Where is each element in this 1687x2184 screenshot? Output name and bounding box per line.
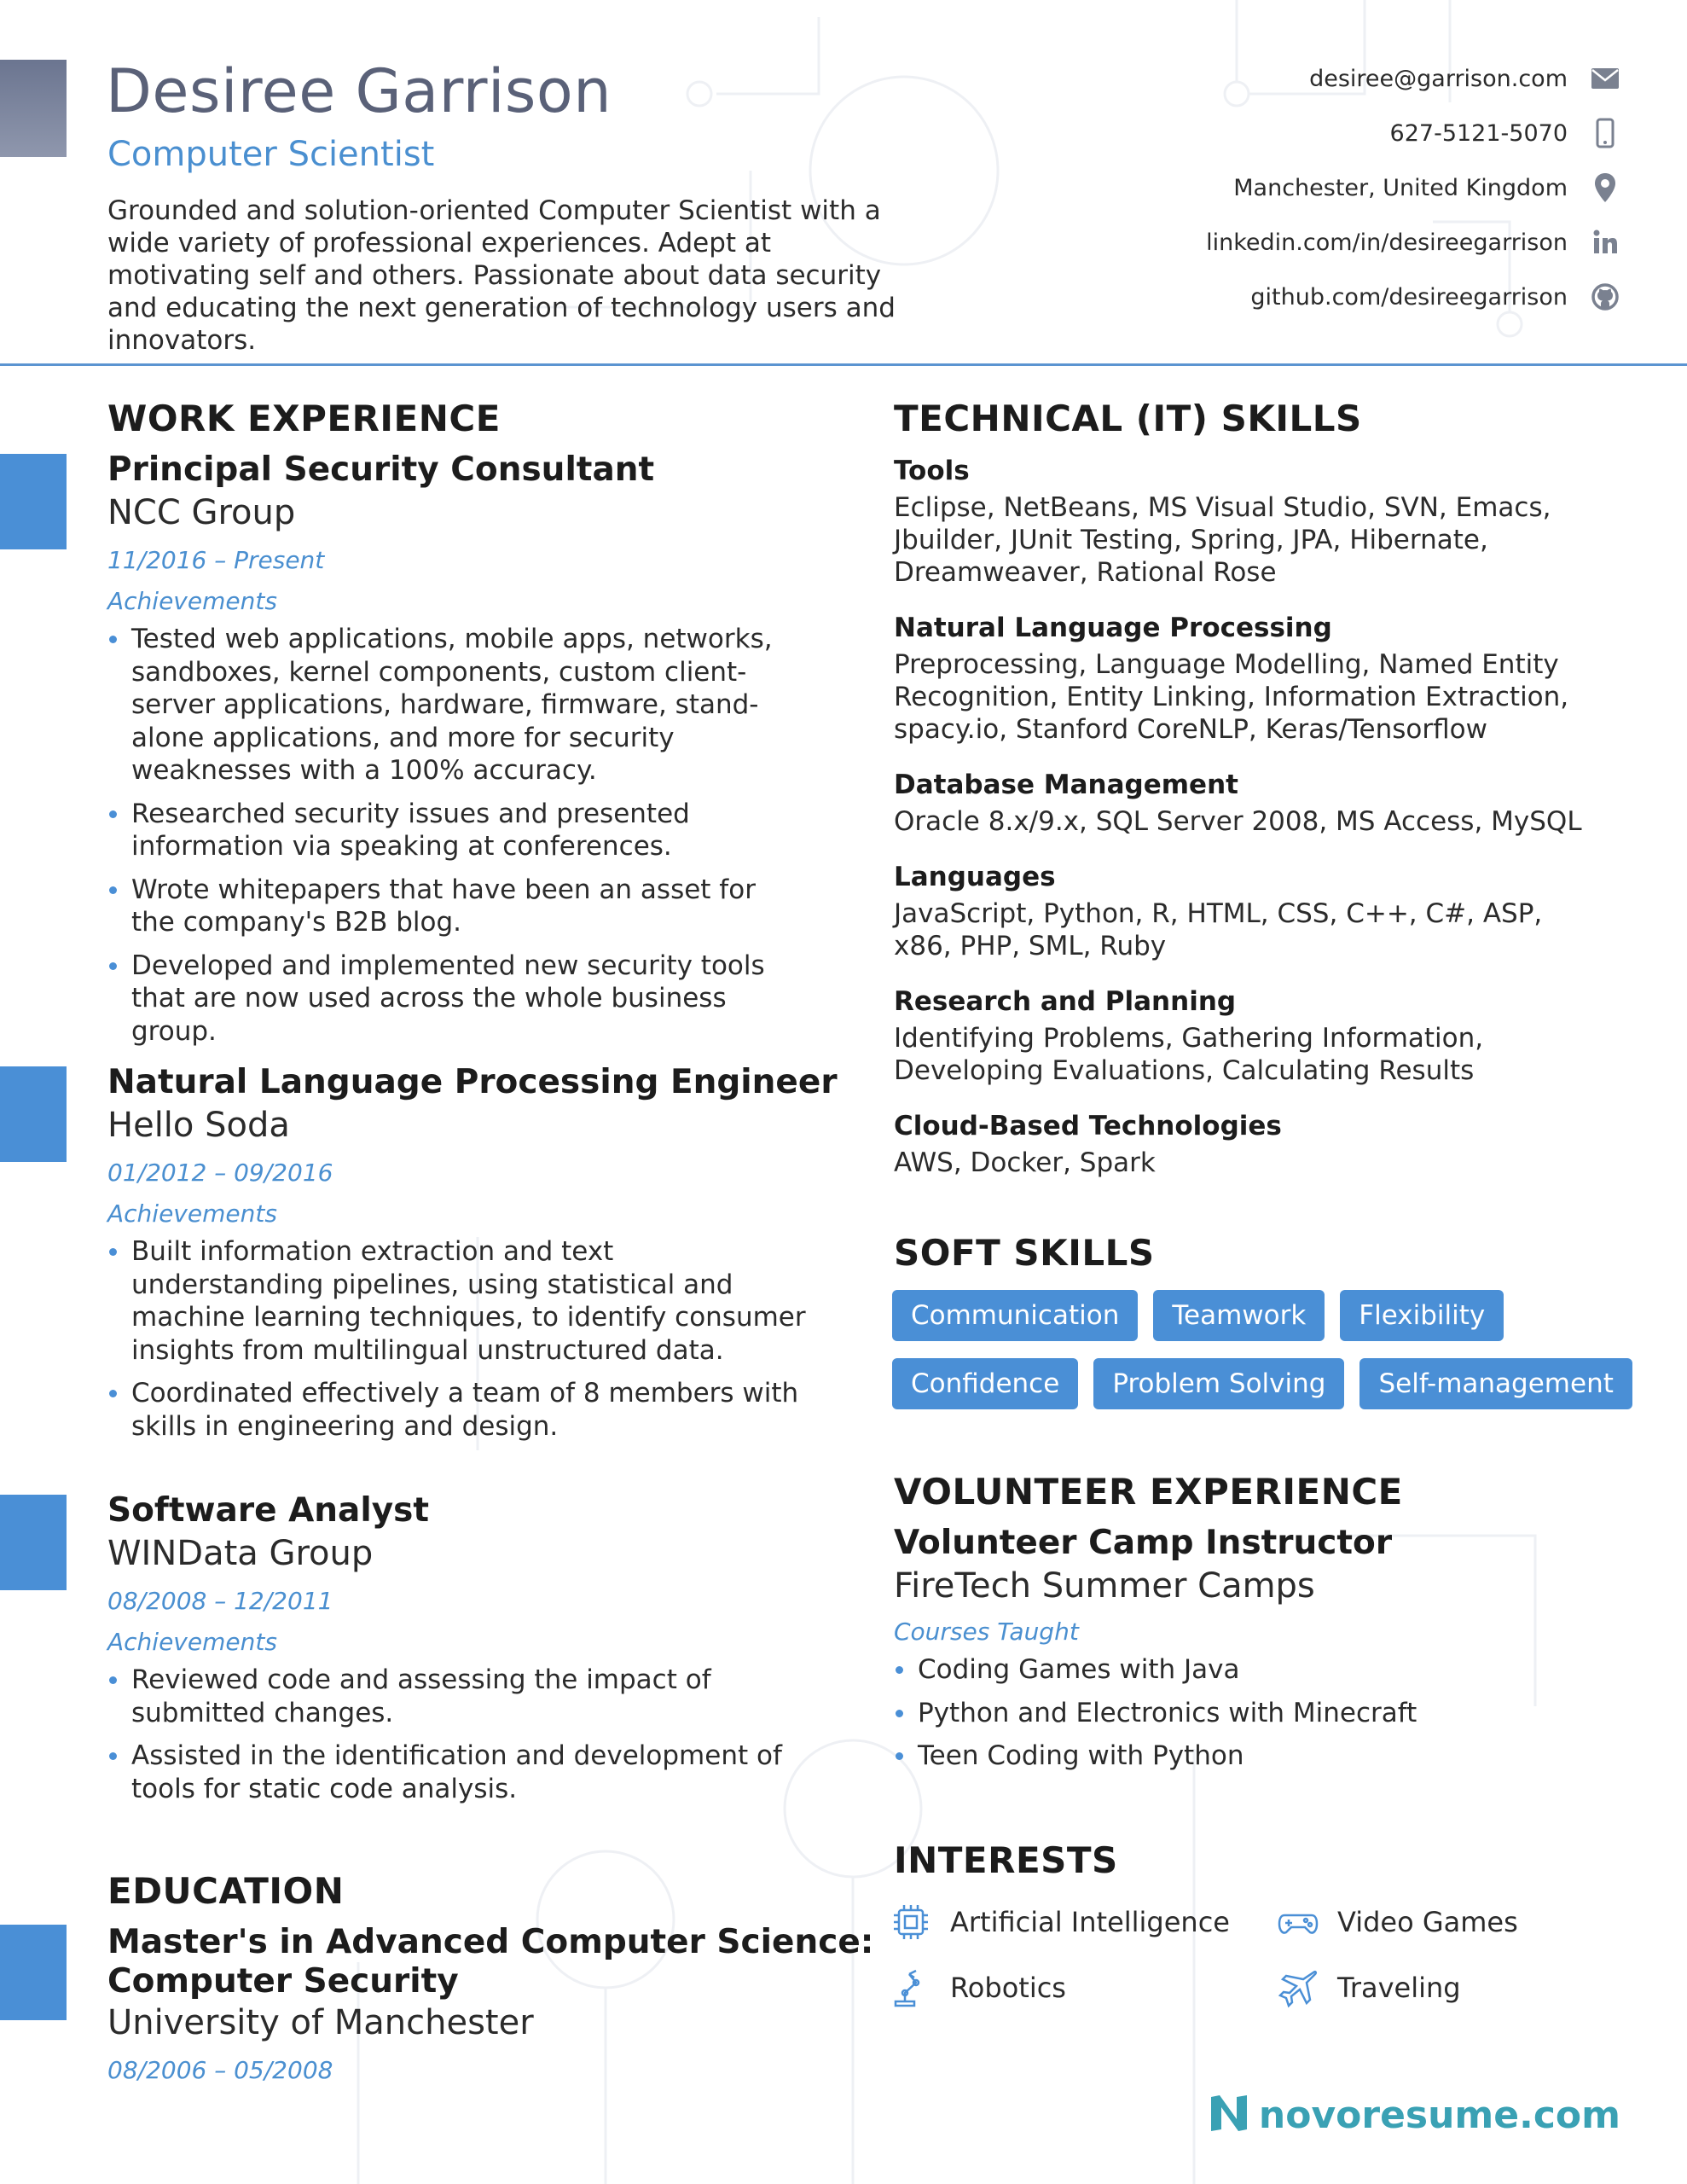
- volunteer-courses-label: Courses Taught: [894, 1618, 1079, 1646]
- chip-icon: [890, 1902, 931, 1943]
- contact-location-text: Manchester, United Kingdom: [1233, 174, 1568, 201]
- candidate-title: Computer Scientist: [107, 135, 435, 174]
- contact-linkedin-text: linkedin.com/in/desireegarrison: [1206, 229, 1568, 256]
- skill-chip: Confidence: [892, 1358, 1078, 1409]
- interest-label: Traveling: [1337, 1972, 1461, 2004]
- novoresume-n-icon: [1208, 2092, 1250, 2138]
- list-item: Tested web applications, mobile apps, networks, sandboxes, kernel components, custom client-server applications, hardware, firmware, stand-alone applications, and more for security weaknesses with a 100% accuracy.: [107, 623, 807, 787]
- profile-summary: Grounded and solution-oriented Computer Scientist with a wide variety of professional experiences. Adept at motivating self and others. Passionate about data security and educating the next generation of technology users and innovators.: [107, 195, 896, 356]
- volunteer-org: FireTech Summer Camps: [894, 1566, 1315, 1606]
- contact-linkedin[interactable]: [1025, 225, 1622, 259]
- airplane-icon: [1278, 1967, 1319, 2008]
- contact-email[interactable]: [1025, 61, 1622, 96]
- contact-github[interactable]: [1025, 280, 1622, 314]
- interest-label: Artificial Intelligence: [950, 1906, 1230, 1938]
- job-2-title: Natural Language Processing Engineer: [107, 1063, 838, 1101]
- education-marker: [0, 1925, 67, 2020]
- name-accent-bar: [0, 60, 67, 157]
- education-heading: EDUCATION: [107, 1870, 345, 1912]
- volunteer-courses-list: [894, 1653, 1593, 1783]
- contact-github-text: github.com/desireegarrison: [1250, 283, 1568, 311]
- interests-heading: INTERESTS: [894, 1839, 1118, 1881]
- list-item: Coding Games with Java: [894, 1653, 1593, 1687]
- novoresume-logo: [1208, 2092, 1620, 2138]
- skill-group-nlp-name: Natural Language Processing: [894, 613, 1332, 643]
- list-item: Wrote whitepapers that have been an asset for the company's B2B blog.: [107, 874, 807, 939]
- job-2-marker: [0, 1066, 67, 1162]
- interest-label: Video Games: [1337, 1906, 1518, 1938]
- job-1-achievements-label: Achievements: [107, 587, 277, 615]
- list-item: Assisted in the identification and development of tools for static code analysis.: [107, 1740, 807, 1805]
- interest-ai: [890, 1902, 1230, 1943]
- work-experience-heading: WORK EXPERIENCE: [107, 398, 501, 439]
- technical-skills-heading: TECHNICAL (IT) SKILLS: [894, 398, 1362, 439]
- skill-chip: Teamwork: [1153, 1290, 1325, 1341]
- github-icon: [1588, 280, 1622, 314]
- skill-chip: Problem Solving: [1093, 1358, 1344, 1409]
- volunteer-heading: VOLUNTEER EXPERIENCE: [894, 1471, 1403, 1513]
- envelope-icon: [1588, 61, 1622, 96]
- job-2-company: Hello Soda: [107, 1106, 290, 1145]
- education-school: University of Manchester: [107, 2003, 534, 2042]
- skill-group-research-items: Identifying Problems, Gathering Information, Developing Evaluations, Calculating Results: [894, 1023, 1484, 1086]
- location-pin-icon: [1588, 171, 1622, 205]
- skill-group-database-name: Database Management: [894, 770, 1238, 800]
- skill-group-languages-items: JavaScript, Python, R, HTML, CSS, C++, C#, ASP, x86, PHP, SML, Ruby: [894, 898, 1543, 961]
- job-1-company: NCC Group: [107, 493, 296, 532]
- skill-chip: Flexibility: [1340, 1290, 1504, 1341]
- job-1-achievements-list: [107, 623, 807, 1058]
- skill-group-research-name: Research and Planning: [894, 986, 1237, 1017]
- skill-chip: Self-management: [1359, 1358, 1632, 1409]
- soft-skills-row-1: [892, 1290, 1504, 1341]
- job-2-achievements-label: Achievements: [107, 1199, 277, 1228]
- contact-phone-text: 627-5121-5070: [1389, 119, 1568, 147]
- brand-text: novoresume.com: [1258, 2093, 1620, 2137]
- interest-traveling: [1278, 1967, 1461, 2008]
- skill-chip: Communication: [892, 1290, 1138, 1341]
- skill-group-languages-name: Languages: [894, 862, 1056, 892]
- job-1-marker: [0, 454, 67, 549]
- phone-icon: [1588, 116, 1622, 150]
- soft-skills-row-2: [892, 1358, 1632, 1409]
- skill-group-nlp-items: Preprocessing, Language Modelling, Named Entity Recognition, Entity Linking, Information Extraction, spacy.io, Stanford CoreNLP, Keras/Tensorflow: [894, 649, 1569, 745]
- skill-group-tools-items: Eclipse, NetBeans, MS Visual Studio, SVN, Emacs, Jbuilder, JUnit Testing, Spring, JPA, Hibernate, Dreamweaver, Rational Rose: [894, 492, 1551, 588]
- skill-group-database-items: Oracle 8.x/9.x, SQL Server 2008, MS Access, MySQL: [894, 806, 1582, 837]
- job-3-title: Software Analyst: [107, 1491, 430, 1530]
- soft-skills-heading: SOFT SKILLS: [894, 1232, 1155, 1274]
- contact-location[interactable]: [1025, 171, 1622, 205]
- job-2-achievements-list: [107, 1235, 807, 1453]
- candidate-name: Desiree Garrison: [106, 56, 612, 126]
- contact-email-text: desiree@garrison.com: [1309, 65, 1568, 92]
- interest-robotics: [890, 1967, 1066, 2008]
- list-item: Researched security issues and presented information via speaking at conferences.: [107, 798, 807, 863]
- interest-label: Robotics: [950, 1972, 1066, 2004]
- robot-arm-icon: [890, 1967, 931, 2008]
- job-3-dates: 08/2008 – 12/2011: [107, 1587, 333, 1615]
- job-3-marker: [0, 1495, 67, 1590]
- job-3-achievements-label: Achievements: [107, 1628, 277, 1656]
- skill-group-tools-name: Tools: [894, 456, 970, 486]
- contact-phone[interactable]: [1025, 116, 1622, 150]
- list-item: Teen Coding with Python: [894, 1740, 1593, 1773]
- skill-group-cloud-name: Cloud-Based Technologies: [894, 1111, 1282, 1141]
- job-3-company: WINData Group: [107, 1534, 374, 1573]
- header-divider: [0, 363, 1687, 366]
- list-item: Developed and implemented new security tools that are now used across the whole business group.: [107, 950, 807, 1048]
- interest-video-games: [1278, 1902, 1518, 1943]
- list-item: Reviewed code and assessing the impact of submitted changes.: [107, 1664, 807, 1729]
- job-3-achievements-list: [107, 1664, 807, 1815]
- job-1-dates: 11/2016 – Present: [107, 546, 325, 574]
- list-item: Coordinated effectively a team of 8 members with skills in engineering and design.: [107, 1377, 807, 1443]
- job-2-dates: 01/2012 – 09/2016: [107, 1159, 333, 1187]
- education-degree-line1: Master's in Advanced Computer Science:: [107, 1923, 874, 1961]
- list-item: Built information extraction and text understanding pipelines, using statistical and machine learning techniques, to identify consumer insights from multilingual unstructured data.: [107, 1235, 807, 1367]
- job-1-title: Principal Security Consultant: [107, 450, 655, 489]
- gamepad-icon: [1278, 1902, 1319, 1943]
- education-dates: 08/2006 – 05/2008: [107, 2056, 333, 2084]
- linkedin-icon: [1588, 225, 1622, 259]
- education-degree-line2: Computer Security: [107, 1962, 459, 2001]
- skill-group-cloud-items: AWS, Docker, Spark: [894, 1147, 1156, 1178]
- list-item: Python and Electronics with Minecraft: [894, 1697, 1593, 1730]
- volunteer-title: Volunteer Camp Instructor: [894, 1524, 1393, 1562]
